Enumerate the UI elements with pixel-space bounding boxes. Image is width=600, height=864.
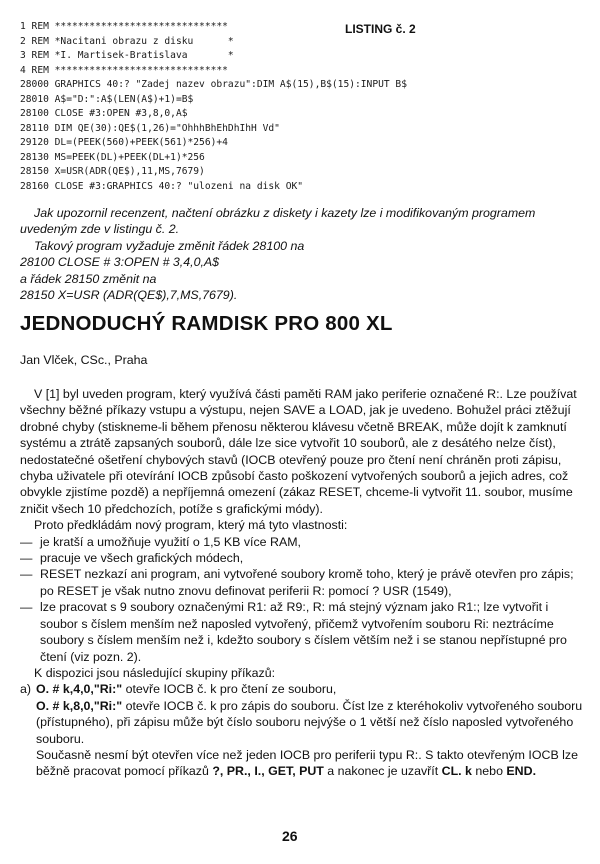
list-item: — je kratší a umožňuje využití o 1,5 KB více RAM, — [20, 534, 585, 550]
command-code: O. # k,4,0,"Ri:" — [36, 682, 123, 697]
listing-line: 29120 DL=(PEEK(560)+PEEK(561)*256)+4 — [20, 137, 228, 148]
note-paragraph: Takový program vyžaduje změnit řádek 28100 na — [34, 238, 305, 253]
listing-line: 3 REM *I. Martisek-Bratislava * — [20, 50, 234, 61]
command-text: otevře IOCB č. k pro čtení ze souboru, — [122, 682, 337, 697]
note-code-line: 28150 X=USR (ADR(QE$),7,MS,7679). — [20, 288, 238, 303]
command-text: otevře IOCB č. k pro zápis do souboru. Číst lze z kteréhokoliv vytvořeného souboru (přístupného), při zápisu může být číslo souboru nejvýše o 1 větší než číslo naposled vytvořeného souboru. — [36, 698, 583, 746]
listing-note — [20, 205, 585, 303]
command-group-a — [20, 681, 585, 779]
listing-line: 28000 GRAPHICS 40:? "Zadej nazev obrazu":DIM A$(15),B$(15):INPUT B$ — [20, 79, 407, 90]
command-code: CL. — [441, 764, 462, 779]
command-code: O. # k,8,0,"Ri:" — [36, 698, 123, 713]
note-paragraph: Jak upozornil recenzent, načtení obrázku z diskety i kazety lze i modifikovaným programem uvedeným zde v listingu č. 2. — [20, 206, 536, 237]
intro-paragraph: V [1] byl uveden program, který využívá části paměti RAM jako periferie označené R:. Lze používat všechny běžné příkazy vstupu a výstupu, nejen SAVE a LOAD, jak je uvedeno. Bohužel práci ztěžují drobné chyby (stiskneme-li během přenosu některou klávesu včetně BREAK, může dojít k zamknutí systému a ztrátě zapsaných souborů, dále lze sice vytvořit 10 souborů, ale z desátého nelze číst), nedostatečné ošetření chybových stavů (IOCB otevřený pouze pro čtení není chráněn proti zápisu, chyba uživatele při otevírání IOCB způsobí často poškození vytvořených souborů a jejich adres, což obvykle zjistíme pozdě) a nepříjemná omezení (zákaz RESET, chceme-li vytvořit 11. soubor, musíme zničit všech 10 předchozích, potíže s grafickými módy). — [20, 387, 577, 516]
page-number: 26 — [282, 828, 298, 844]
listing-line: 2 REM *Nacitani obrazu z disku * — [20, 35, 234, 47]
command-code: k — [461, 764, 472, 779]
listing-line: 28010 A$="D:":A$(LEN(A$)+1)=B$ — [20, 93, 194, 105]
list-item: — RESET nezkazí ani program, ani vytvořené soubory kromě toho, který je právě otevřen pro zápis; po RESET je však nutno znovu definovat periferii R: pomocí ? USR (1549), — [20, 566, 585, 599]
listing-line: 28100 CLOSE #3:OPEN #3,8,0,A$ — [20, 108, 188, 119]
commands-intro: K dispozici jsou následující skupiny příkazů: — [34, 665, 276, 680]
note-paragraph: a řádek 28150 změnit na — [20, 271, 157, 286]
listing-title: LISTING č. 2 — [345, 22, 416, 36]
list-item: — pracuje ve všech grafických módech, — [20, 550, 585, 566]
note-code-line: 28100 CLOSE # 3:OPEN # 3,4,0,A$ — [20, 255, 220, 270]
list-item: — lze pracovat s 9 soubory označenými R1: až R9:, R: má stejný význam jako R1:; lze vytvořit i soubor s číslem menším než naposled vytvořený, přičemž vytvořením souboru Ri: neztrácíme soubory s číslem menším než i, kdežto soubory s číslem větším než i se stanou nepřístupné pro čtení (viz pozn. 2). — [20, 599, 585, 665]
listing-line: 1 REM ****************************** — [20, 21, 228, 32]
listing-line: 28150 X=USR(ADR(QE$),11,MS,7679) — [20, 166, 205, 177]
listing-line: 28130 MS=PEEK(DL)+PEEK(DL+1)*256 — [20, 151, 205, 163]
code-listing — [20, 20, 500, 194]
command-text: a nakonec je uzavřít — [323, 764, 442, 779]
properties-list — [20, 534, 585, 665]
command-group-marker: a) — [20, 682, 32, 697]
article-author: Jan Vlček, CSc., Praha — [20, 353, 148, 367]
properties-intro: Proto předkládám nový program, který má tyto vlastnosti: — [34, 518, 348, 533]
command-text: nebo — [471, 764, 507, 779]
article-title: JEDNODUCHÝ RAMDISK PRO 800 XL — [20, 312, 393, 335]
listing-line: 28110 DIM QE(30):QE$(1,26)="OhhhBhEhDhIhH Vd" — [20, 122, 280, 134]
command-code: ?, PR., I., GET, PUT — [212, 764, 324, 779]
command-code: END. — [506, 764, 537, 779]
listing-line: 4 REM ****************************** — [20, 64, 228, 76]
listing-line: 28160 CLOSE #3:GRAPHICS 40:? "ulozeni na disk OK" — [20, 180, 304, 192]
command-text: Současně nesmí být otevřen více než jeden IOCB pro periferii typu R:. S takto otevřeným IOCB lze běžně pracovat pomocí příkazů — [36, 747, 578, 779]
article-body — [20, 386, 585, 780]
